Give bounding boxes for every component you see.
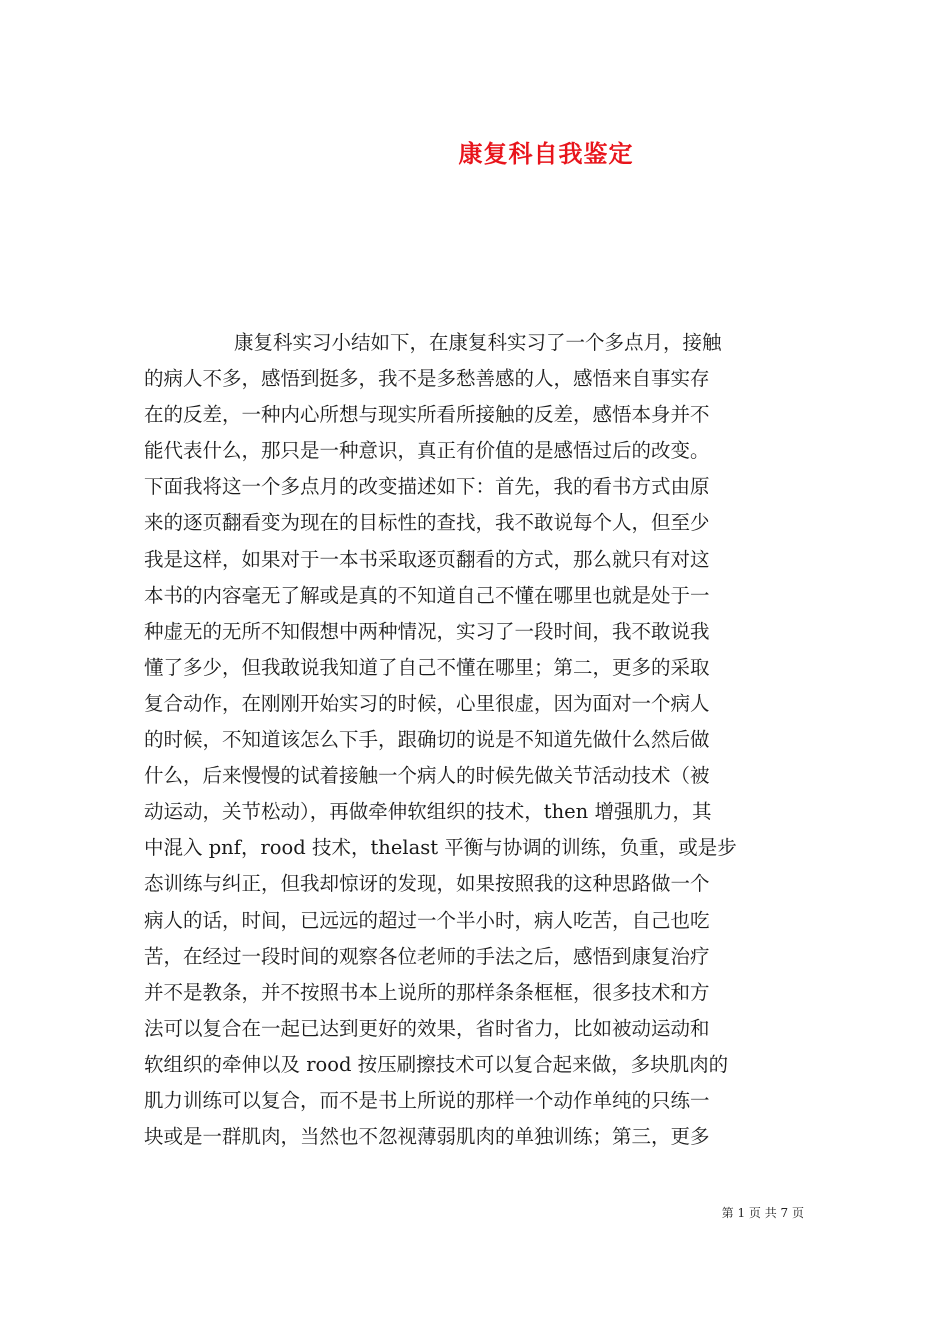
body-line: 下面我将这一个多点月的改变描述如下：首先，我的看书方式由原 [144, 475, 710, 499]
document-body [144, 325, 808, 1155]
body-line: 中混入 pnf，rood 技术，thelast 平衡与协调的训练，负重，或是步 [144, 836, 737, 860]
body-line: 病人的话，时间，已远远的超过一个半小时，病人吃苦，自己也吃 [144, 908, 710, 932]
body-line: 懂了多少，但我敢说我知道了自己不懂在哪里；第二，更多的采取 [144, 655, 710, 679]
page-number: 第 1 页 共 7 页 [721, 1206, 804, 1220]
body-line: 来的逐页翻看变为现在的目标性的查找，我不敢说每个人，但至少 [144, 511, 710, 535]
body-line: 我是这样，如果对于一本书采取逐页翻看的方式，那么就只有对这 [144, 547, 710, 571]
body-line: 动运动，关节松动），再做牵伸软组织的技术，then 增强肌力，其 [144, 800, 712, 824]
body-line: 复合动作，在刚刚开始实习的时候，心里很虚，因为面对一个病人 [144, 691, 710, 715]
body-line: 本书的内容毫无了解或是真的不知道自己不懂在哪里也就是处于一 [144, 583, 710, 607]
body-line: 肌力训练可以复合，而不是书上所说的那样一个动作单纯的只练一 [144, 1088, 710, 1112]
body-line: 法可以复合在一起已达到更好的效果，省时省力，比如被动运动和 [144, 1016, 710, 1040]
body-line: 的时候，不知道该怎么下手，跟确切的说是不知道先做什么然后做 [144, 728, 710, 752]
body-line: 态训练与纠正，但我却惊讶的发现，如果按照我的这种思路做一个 [144, 872, 710, 896]
body-line: 种虚无的无所不知假想中两种情况，实习了一段时间，我不敢说我 [144, 619, 710, 643]
body-line: 的病人不多，感悟到挺多，我不是多愁善感的人，感悟来自事实存 [144, 367, 710, 391]
body-line: 能代表什么，那只是一种意识，真正有价值的是感悟过后的改变。 [144, 439, 710, 463]
body-line: 块或是一群肌肉，当然也不忽视薄弱肌肉的单独训练；第三，更多 [144, 1125, 710, 1149]
body-line: 在的反差，一种内心所想与现实所看所接触的反差，感悟本身并不 [144, 403, 710, 427]
document-title: 康复科自我鉴定 [458, 139, 634, 168]
body-line: 并不是教条，并不按照书本上说所的那样条条框框，很多技术和方 [144, 980, 710, 1004]
body-line: 软组织的牵伸以及 rood 按压刷擦技术可以复合起来做，多块肌肉的 [144, 1052, 729, 1076]
body-line: 什么，后来慢慢的试着接触一个病人的时候先做关节活动技术（被 [144, 764, 710, 788]
body-line: 苦，在经过一段时间的观察各位老师的手法之后，感悟到康复治疗 [144, 944, 710, 968]
body-line: 康复科实习小结如下，在康复科实习了一个多点月，接触 [234, 331, 722, 354]
